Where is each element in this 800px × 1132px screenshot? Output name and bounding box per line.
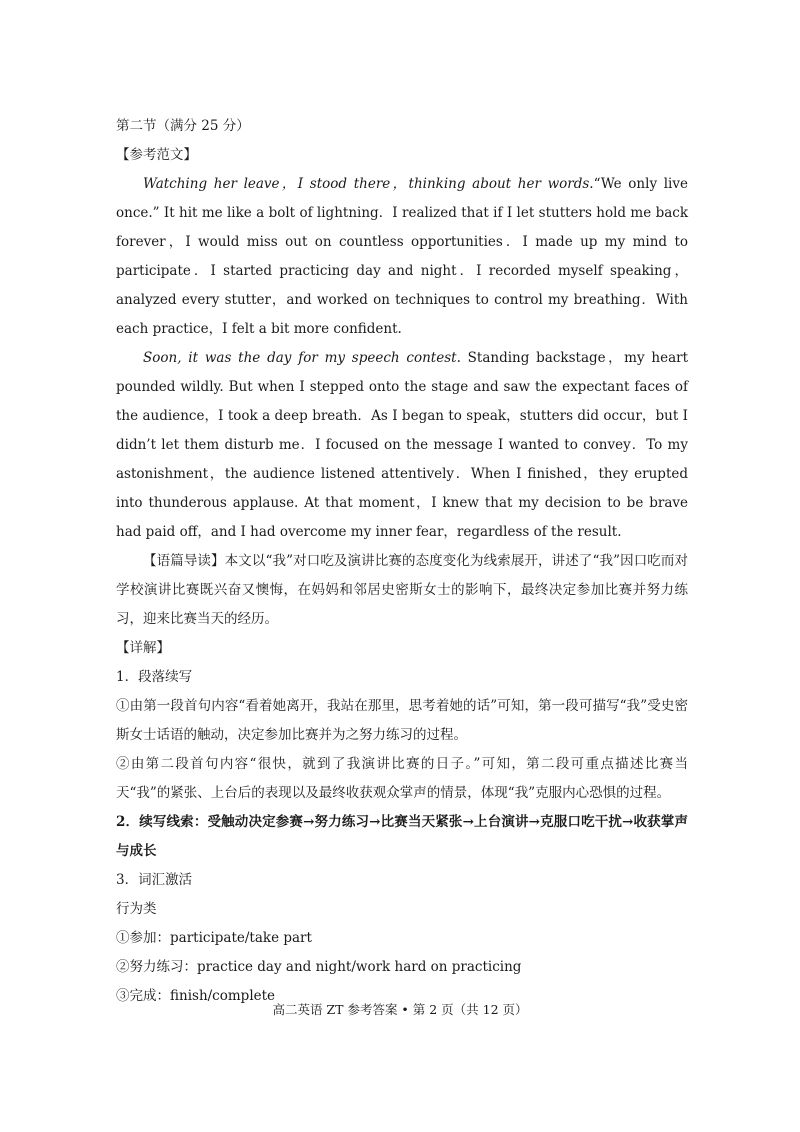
sample-essay-heading: 【参考范文】 (116, 147, 197, 163)
essay-paragraph-2 (116, 344, 688, 547)
vocab-item: ②努力练习：practice day and night/work hard on practicing (116, 959, 522, 975)
vocab-item: ③完成：finish/complete (116, 988, 276, 1004)
page-content (116, 112, 688, 1011)
essay-p2-body: . Standing backstage，my heart pounded wildly. But when I stepped onto the stage and saw the expectant faces of the audience，I took a deep breath．As I began to speak，stutters did occur，but I didn’t let them disturb me．I focused on the message I wanted to convey．To my astonishment，the audience listened attentively．When I finished，they erupted into thunderous applause. At that moment，I knew that my decision to be brave had paid off，and I had overcome my inner fear，regardless of the result. (116, 350, 688, 540)
detail-item-1-point-b: ②由第二段首句内容“很快，就到了我演讲比赛的日子。”可知，第二段可重点描述比赛当天“我”的紧张、上台后的表现以及最终收获观众掌声的情景，体现“我”克服内心恐惧的过程。 (116, 756, 688, 801)
section-title: 第二节（满分 25 分） (116, 118, 250, 134)
reading-guide-label: 【语篇导读】 (143, 553, 225, 569)
essay-paragraph-1 (116, 170, 688, 344)
detail-item-2-clue: 2．续写线索：受触动决定参赛→努力练习→比赛当天紧张→上台演讲→克服口吃干扰→收获掌声与成长 (116, 814, 688, 859)
detail-heading: 【详解】 (116, 640, 170, 656)
essay-p1-lead-sentence: Watching her leave，I stood there，thinking about her words. (143, 176, 594, 192)
vocab-category: 行为类 (116, 901, 157, 917)
detail-item-1-title: 1．段落续写 (116, 669, 193, 685)
essay-p2-lead-sentence: Soon, it was the day for my speech contest (143, 350, 457, 366)
reading-guide-text: 本文以“我”对口吃及演讲比赛的态度变化为线索展开，讲述了“我”因口吃而对学校演讲比赛既兴奋又懊悔，在妈妈和邻居史密斯女士的影响下，最终决定参加比赛并努力练习，迎来比赛当天的经历。 (116, 553, 689, 627)
page-footer: 高二英语 ZT 参考答案 • 第 2 页（共 12 页） (272, 1002, 528, 1017)
essay-p1-body: “We only live once.” It hit me like a bolt of lightning．I realized that if I let stutters hold me back forever，I would miss out on countless opportunities．I made up my mind to participate．I started practicing day and night．I recorded myself speaking，analyzed every stutter，and worked on techniques to control my breathing．With each practice，I felt a bit more confident. (116, 176, 688, 337)
detail-item-3-title: 3．词汇激活 (116, 872, 193, 888)
detail-item-1-point-a: ①由第一段首句内容“看着她离开，我站在那里，思考着她的话”可知，第一段可描写“我”受史密斯女士话语的触动，决定参加比赛并为之努力练习的过程。 (116, 698, 688, 743)
reading-guide-paragraph (116, 547, 688, 634)
vocab-item: ①参加：participate/take part (116, 930, 312, 946)
